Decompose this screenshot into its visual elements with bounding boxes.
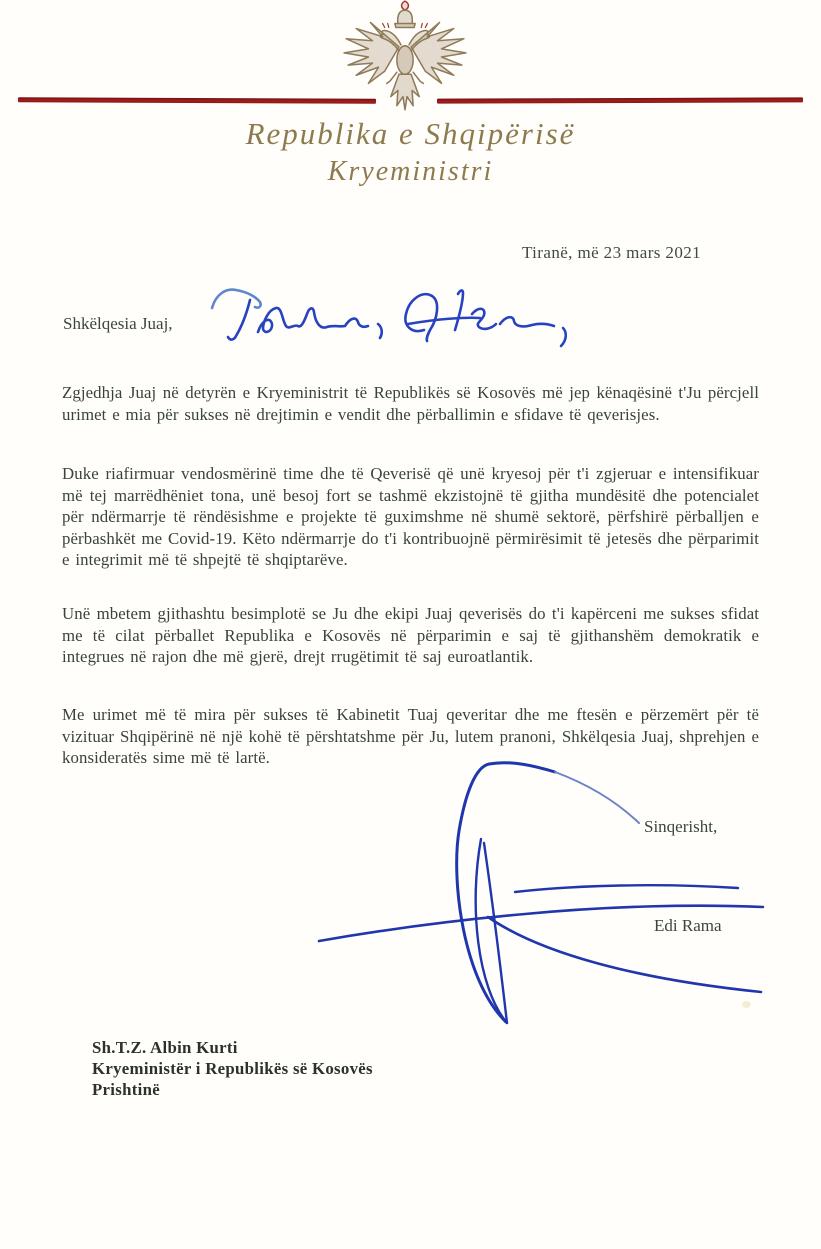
institution-name: Republika e Shqipërisë xyxy=(245,116,576,151)
recipient-name: Sh.T.Z. Albin Kurti xyxy=(92,1038,238,1057)
body-paragraph: Duke riafirmuar vendosmërinë time dhe të Qeverisë që unë kryesoj për t'i zgjeruar e intensifikuar më tej marrëdhëniet tona, unë besoj fort se tashmë ekzistojnë të gjitha mundësitë dhe potencialet për ndërmarrje të rëndësishme e projekte të guximshme në shumë sektorë, përfshirë përballjen e përbashkët me Covid-19. Këto ndërmarrje do t'i kontribuojnë përmirësimit të jetesës dhe përparimit e integrimit më të shpejtë të shqiptarëve. xyxy=(62,464,759,570)
salutation: Shkëlqesia Juaj, xyxy=(63,314,173,333)
body-paragraph: Me urimet më të mira për sukses të Kabinetit Tuaj qeveritar dhe me ftesën e përzemërt për të vizituar Shqipërinë në një kohë të përshtatshme për Ju, lutem pranoni, Shkëlqesia Juaj, shprehjen e konsideratës sime më të lartë. xyxy=(62,705,759,768)
letterhead-rule-right xyxy=(437,97,803,103)
valediction: Sinqerisht, xyxy=(644,817,718,836)
signatory-name: Edi Rama xyxy=(654,916,722,935)
body-paragraph: Zgjedhja Juaj në detyrën e Kryeministrit të Republikës së Kosovës më jep kënaqësinë t'Ju përcjell urimet e mia për sukses në drejtimin e vendit dhe përballimin e sfidave të qeverisjes. xyxy=(62,383,759,424)
scan-artifact xyxy=(742,1001,751,1008)
signature-ink xyxy=(305,755,775,1033)
handwritten-greeting-ink xyxy=(192,280,577,358)
date-line: Tiranë, më 23 mars 2021 xyxy=(522,243,702,262)
letterhead-rule-left xyxy=(18,97,376,104)
recipient-block xyxy=(92,1037,373,1100)
recipient-city: Prishtinë xyxy=(92,1080,160,1099)
office-name: Kryeministri xyxy=(327,156,494,187)
recipient-title: Kryeministër i Republikës së Kosovës xyxy=(92,1059,373,1078)
body-paragraph: Unë mbetem gjithashtu besimplotë se Ju dhe ekipi Juaj qeverisës do t'i kapërceni me sukses sfidat me të cilat përballet Republika e Kosovës në përparimin e saj të gjithanshëm demokratik e integrues në rajon dhe më gjerë, drejt rrugëtimit të saj euroatlantik. xyxy=(62,604,759,667)
